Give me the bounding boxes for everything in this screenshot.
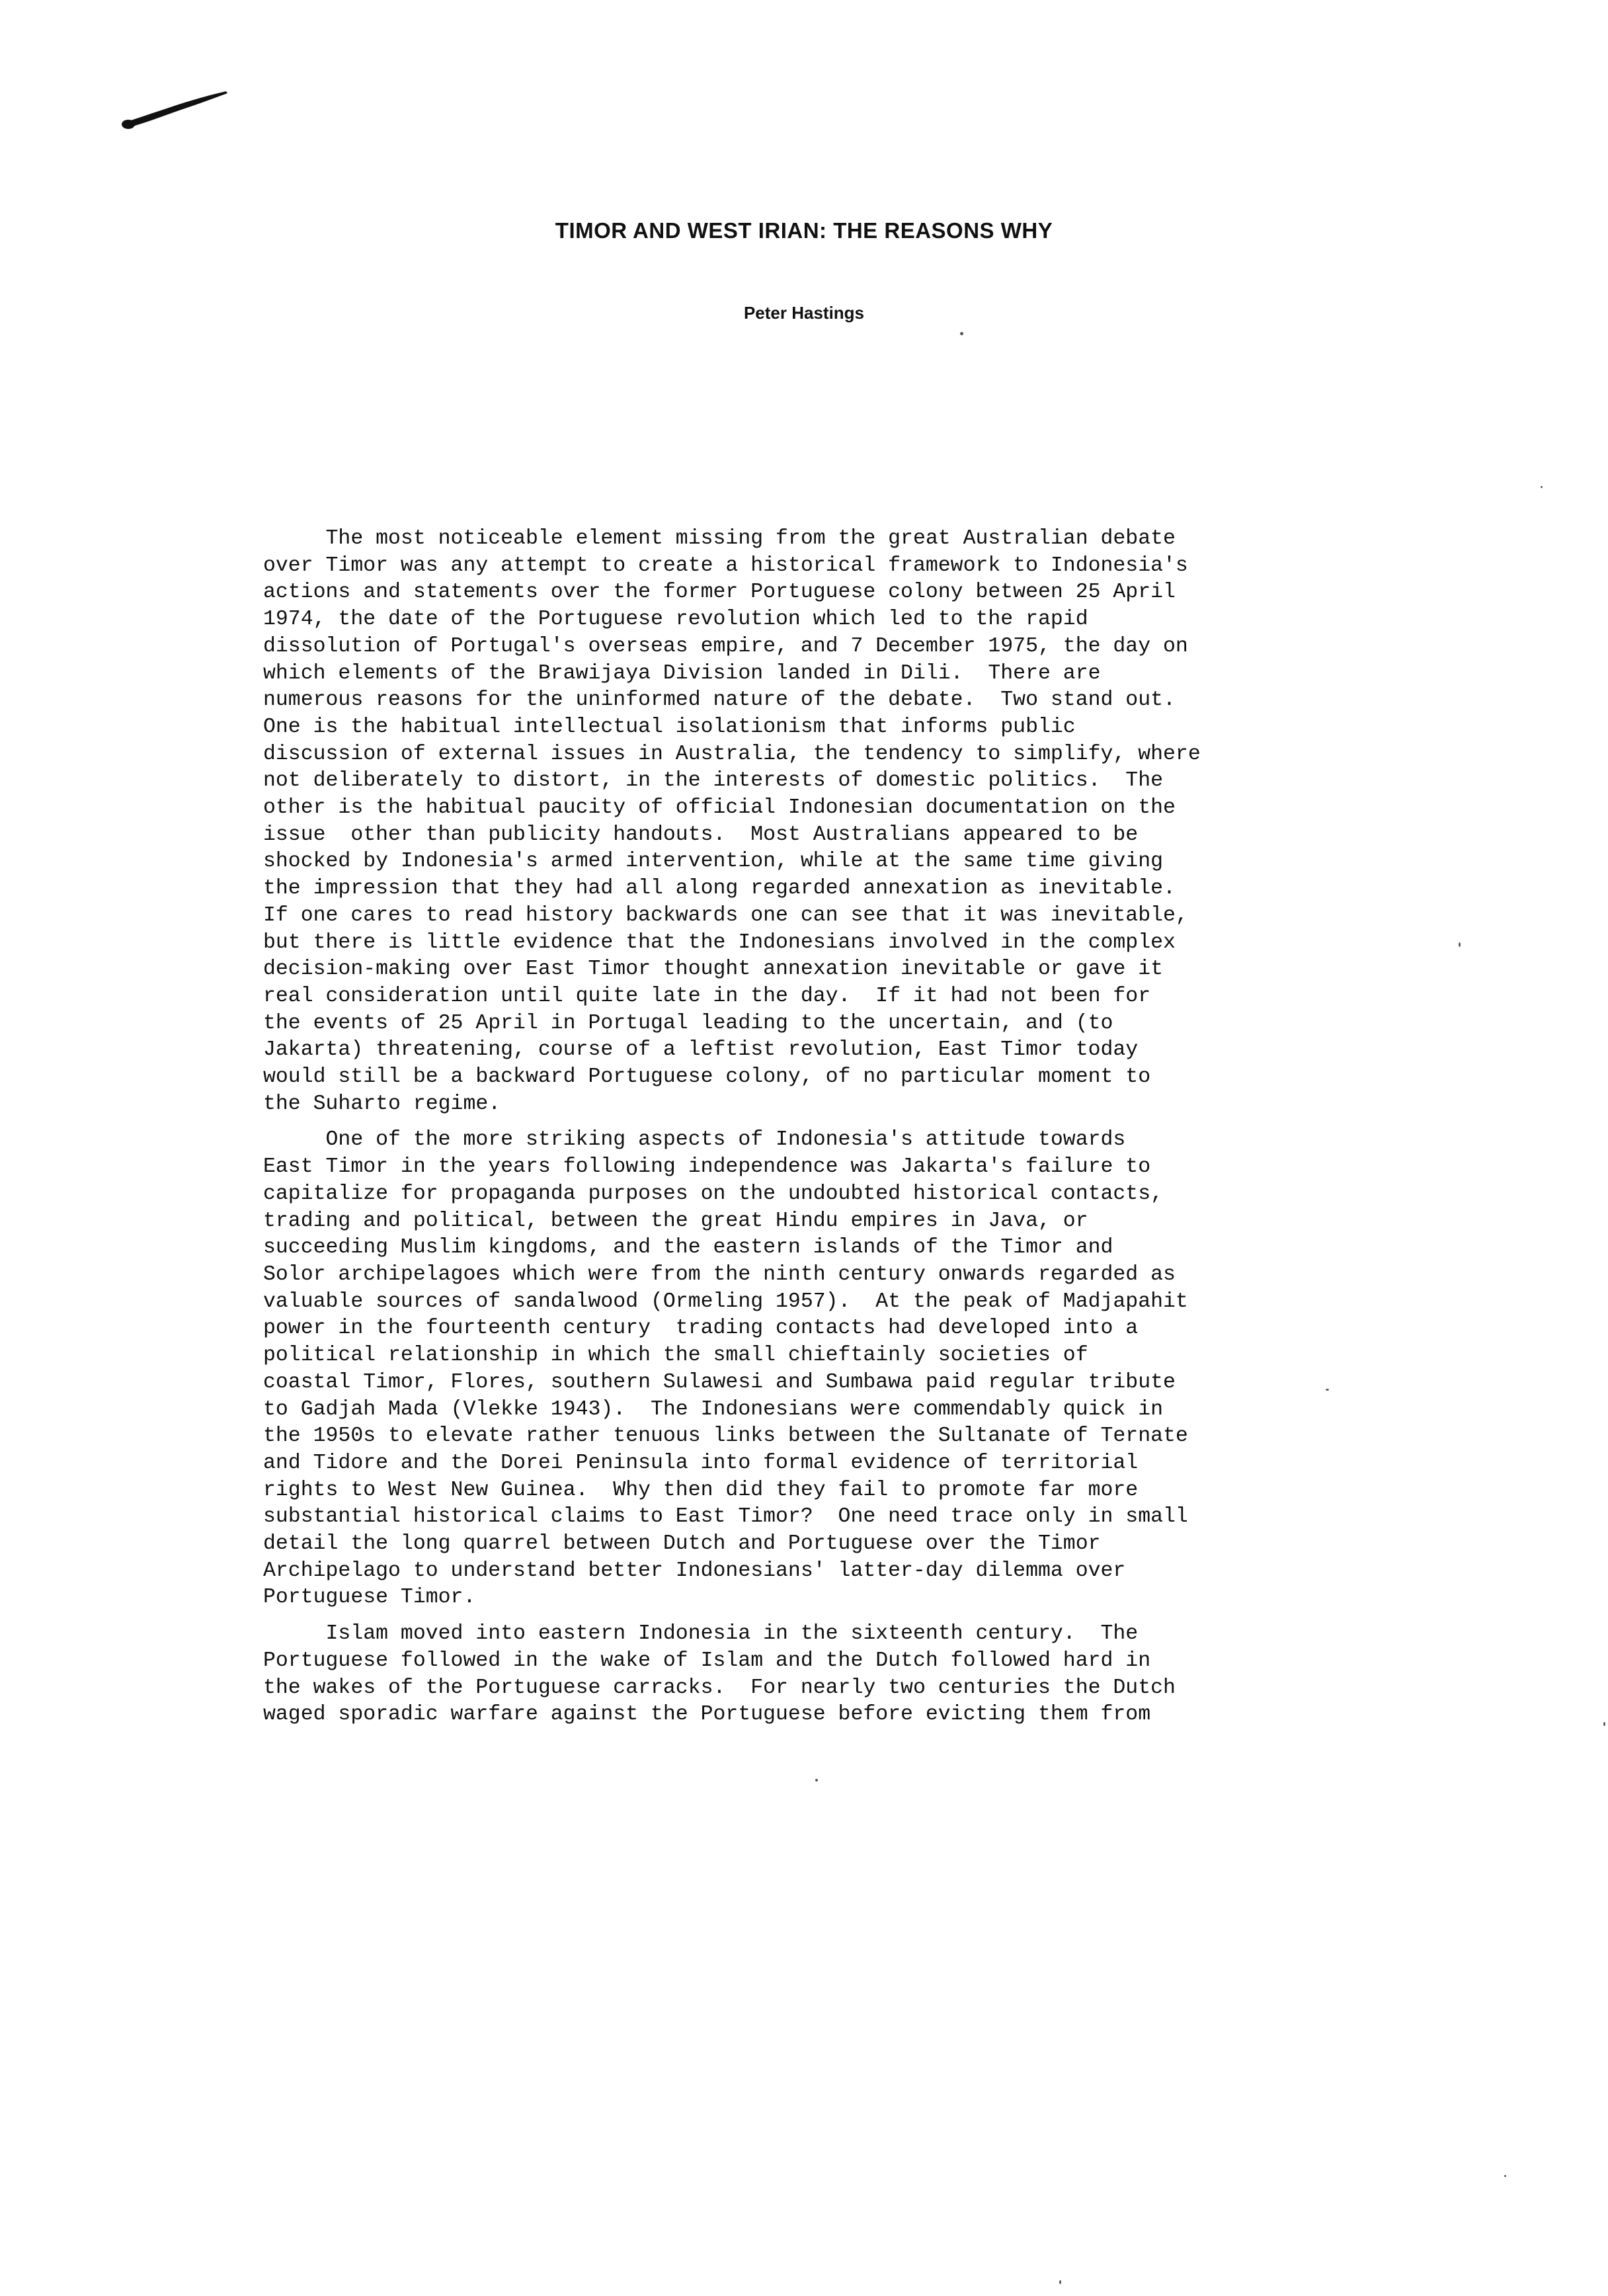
- text-line: power in the fourteenth century trading contacts had developed into a: [263, 1317, 1139, 1340]
- scan-speck: [1541, 486, 1543, 488]
- text-line: numerous reasons for the uninformed nature of the debate. Two stand out.: [263, 688, 1176, 712]
- text-line: the Suharto regime.: [263, 1092, 501, 1116]
- text-line: waged sporadic warfare against the Portuguese before evicting them from: [263, 1703, 1151, 1727]
- scan-speck: [1603, 1722, 1605, 1726]
- text-line: other is the habitual paucity of official Indonesian documentation on the: [263, 796, 1176, 820]
- text-line: Portuguese Timor.: [263, 1586, 476, 1610]
- text-line: coastal Timor, Flores, southern Sulawesi and Sumbawa paid regular tribute: [263, 1370, 1176, 1394]
- text-line: discussion of external issues in Australia, the tendency to simplify, where: [263, 742, 1201, 766]
- text-line: to Gadjah Mada (Vlekke 1943). The Indonesians were commendably quick in: [263, 1397, 1164, 1421]
- text-line: not deliberately to distort, in the interests of domestic politics. The: [263, 769, 1164, 793]
- scan-speck: [1504, 2175, 1506, 2177]
- text-line: trading and political, between the great Hindu empires in Java, or: [263, 1209, 1088, 1233]
- text-line: actions and statements over the former Portuguese colony between 25 April: [263, 581, 1176, 604]
- text-line: valuable sources of sandalwood (Ormeling 1957). At the peak of Madjapahit: [263, 1290, 1188, 1313]
- text-line: the impression that they had all along regarded annexation as inevitable.: [263, 877, 1176, 901]
- text-line: rights to West New Guinea. Why then did they fail to promote far more: [263, 1478, 1139, 1502]
- text-line: issue other than publicity handouts. Most Australians appeared to be: [263, 823, 1139, 846]
- author-name: Peter Hastings: [743, 303, 865, 323]
- scan-speck: [1059, 2280, 1061, 2284]
- text-line: The most noticeable element missing from the great Australian debate: [263, 527, 1176, 550]
- text-line: would still be a backward Portuguese colony, of no particular moment to: [263, 1065, 1151, 1089]
- scan-speck: [960, 332, 963, 335]
- text-line: the 1950s to elevate rather tenuous links between the Sultanate of Ternate: [263, 1424, 1188, 1448]
- text-line: the wakes of the Portuguese carracks. For nearly two centuries the Dutch: [263, 1676, 1176, 1700]
- text-line: Islam moved into eastern Indonesia in the sixteenth century. The: [263, 1622, 1139, 1646]
- text-line: One of the more striking aspects of Indonesia's attitude towards: [263, 1128, 1126, 1152]
- text-line: real consideration until quite late in the day. If it had not been for: [263, 984, 1151, 1008]
- paragraph: [263, 526, 1285, 1118]
- text-line: Solor archipelagoes which were from the ninth century onwards regarded as: [263, 1262, 1176, 1286]
- text-line: the events of 25 April in Portugal leading to the uncertain, and (to: [263, 1011, 1113, 1035]
- paragraph: [263, 1621, 1285, 1729]
- text-line: East Timor in the years following independence was Jakarta's failure to: [263, 1155, 1151, 1179]
- scan-speck: [815, 1779, 818, 1782]
- text-line: Jakarta) threatening, course of a leftist revolution, East Timor today: [263, 1038, 1139, 1062]
- text-line: decision-making over East Timor thought annexation inevitable or gave it: [263, 958, 1164, 981]
- text-line: detail the long quarrel between Dutch and Portuguese over the Timor: [263, 1532, 1101, 1556]
- document-title: TIMOR AND WEST IRIAN: THE REASONS WHY: [555, 218, 1053, 243]
- text-line: which elements of the Brawijaya Division landed in Dili. There are: [263, 661, 1101, 685]
- text-line: Archipelago to understand better Indonesians' latter-day dilemma over: [263, 1559, 1126, 1582]
- text-line: substantial historical claims to East Timor? One need trace only in small: [263, 1505, 1188, 1529]
- text-line: 1974, the date of the Portuguese revolution which led to the rapid: [263, 608, 1088, 632]
- text-line: and Tidore and the Dorei Peninsula into formal evidence of territorial: [263, 1451, 1139, 1475]
- text-line: shocked by Indonesia's armed intervention, while at the same time giving: [263, 850, 1164, 874]
- paragraph: [263, 1127, 1285, 1612]
- text-line: Portuguese followed in the wake of Islam and the Dutch followed hard in: [263, 1649, 1151, 1672]
- scan-speck: [1459, 942, 1461, 947]
- text-line: over Timor was any attempt to create a historical framework to Indonesia's: [263, 554, 1188, 577]
- text-line: but there is little evidence that the Indonesians involved in the complex: [263, 930, 1176, 954]
- text-line: capitalize for propaganda purposes on the undoubted historical contacts,: [263, 1182, 1164, 1206]
- text-line: dissolution of Portugal's overseas empire, and 7 December 1975, the day on: [263, 634, 1188, 658]
- text-line: succeeding Muslim kingdoms, and the eastern islands of the Timor and: [263, 1236, 1113, 1260]
- scan-speck: [1326, 1389, 1329, 1391]
- text-line: One is the habitual intellectual isolationism that informs public: [263, 715, 1076, 739]
- text-line: If one cares to read history backwards one can see that it was inevitable,: [263, 903, 1188, 927]
- article-body: [263, 526, 1285, 1729]
- ink-stroke-mark-icon: [119, 85, 231, 138]
- text-line: political relationship in which the small chieftainly societies of: [263, 1344, 1088, 1368]
